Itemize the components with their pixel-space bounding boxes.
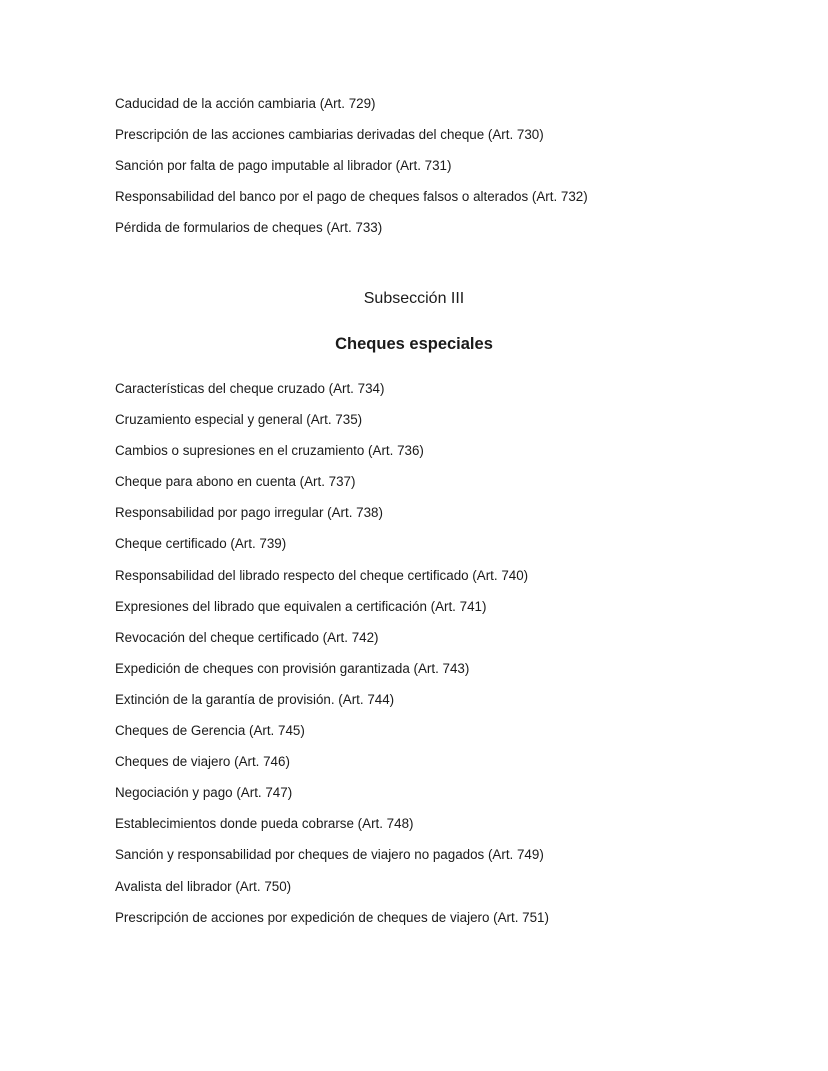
toc-entry: Establecimientos donde pueda cobrarse (Art. 748) [115, 816, 414, 832]
toc-entry: Cheque para abono en cuenta (Art. 737) [115, 474, 356, 490]
toc-list-top [115, 88, 588, 243]
toc-entry: Responsabilidad del librado respecto del cheque certificado (Art. 740) [115, 567, 529, 583]
toc-entry: Cheques de Gerencia (Art. 745) [115, 723, 305, 739]
subsection-title: Cheques especiales [335, 335, 493, 353]
toc-entry: Sanción por falta de pago imputable al librador (Art. 731) [115, 158, 452, 174]
toc-entry: Revocación del cheque certificado (Art. 742) [115, 629, 379, 645]
toc-entry: Caducidad de la acción cambiaria (Art. 729) [115, 96, 376, 111]
toc-entry: Responsabilidad del banco por el pago de cheques falsos o alterados (Art. 732) [115, 189, 588, 205]
toc-entry: Cruzamiento especial y general (Art. 735) [115, 412, 363, 428]
toc-entry: Avalista del librador (Art. 750) [115, 878, 292, 894]
toc-entry: Expresiones del librado que equivalen a certificación (Art. 741) [115, 598, 487, 614]
toc-entry: Prescripción de las acciones cambiarias derivadas del cheque (Art. 730) [115, 127, 544, 143]
toc-entry: Negociación y pago (Art. 747) [115, 785, 293, 801]
toc-entry: Cheques de viajero (Art. 746) [115, 754, 290, 770]
toc-list-bottom [115, 373, 549, 933]
toc-entry: Extinción de la garantía de provisión. (Art. 744) [115, 691, 395, 707]
toc-entry: Cheque certificado (Art. 739) [115, 536, 287, 552]
subsection-label: Subsección III [363, 290, 465, 307]
toc-entry: Sanción y responsabilidad por cheques de viajero no pagados (Art. 749) [115, 847, 544, 863]
toc-entry: Expedición de cheques con provisión garantizada (Art. 743) [115, 660, 470, 676]
toc-entry: Pérdida de formularios de cheques (Art. 733) [115, 220, 383, 236]
toc-entry: Responsabilidad por pago irregular (Art. 738) [115, 505, 383, 521]
toc-entry: Cambios o supresiones en el cruzamiento (Art. 736) [115, 443, 424, 459]
toc-entry: Características del cheque cruzado (Art. 734) [115, 381, 385, 396]
toc-entry: Prescripción de acciones por expedición de cheques de viajero (Art. 751) [115, 909, 549, 925]
